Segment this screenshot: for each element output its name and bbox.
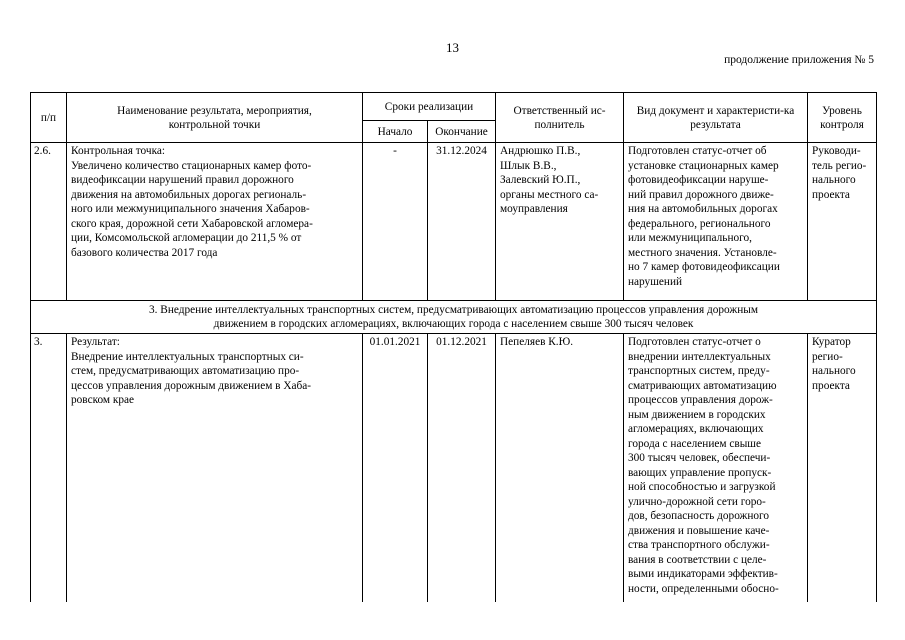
header-num: п/п xyxy=(31,93,67,143)
row-responsible: Пепеляев К.Ю. xyxy=(496,334,624,602)
row-doc: Подготовлен статус-отчет о внедрении интеллектуальных транспортных систем, преду- сматривающих автоматизацию процессов управления дорож- ным движением в городских агломерациях, включающих города с населением свыше 300 тысяч человек, обеспечи- вающих управление пропуск- ной способностью и загрузкой улично-дорожной сети горо- дов, безопасность дорожного движения и повышение каче- ства транспортного обслужи- вания в соответствии с целе- выми индикаторами эффектив- ности, определенными обосно- xyxy=(624,334,808,602)
header-start: Начало xyxy=(363,121,428,143)
row-num: 2.6. xyxy=(31,143,67,301)
header-doc-type: Вид документ и характеристи-ка результата xyxy=(624,93,808,143)
continuation-note: продолжение приложения № 5 xyxy=(724,54,874,66)
row-control: Куратор регио- нального проекта xyxy=(808,334,877,602)
row-end: 31.12.2024 xyxy=(428,143,496,301)
implementation-plan-table xyxy=(30,92,877,602)
header-name: Наименование результата, мероприятия, контрольной точки xyxy=(67,93,363,143)
section-title: 3. Внедрение интеллектуальных транспортных систем, предусматривающих автоматизацию процессов управления дорожным движением в городских агломерациях, включающих города с населением свыше 300 тысяч человек xyxy=(31,301,877,334)
row-name: Результат: Внедрение интеллектуальных транспортных си- стем, предусматривающих автоматизацию про- цессов управления дорожным движением в Хаба- ровском крае xyxy=(67,334,363,602)
row-num: 3. xyxy=(31,334,67,602)
row-responsible: Андрюшко П.В., Шлык В.В., Залевский Ю.П., органы местного са- моуправления xyxy=(496,143,624,301)
row-control: Руководи- тель регио- нального проекта xyxy=(808,143,877,301)
table-row xyxy=(31,334,877,602)
header-terms: Сроки реализации xyxy=(363,93,496,121)
row-end: 01.12.2021 xyxy=(428,334,496,602)
row-start: - xyxy=(363,143,428,301)
row-name: Контрольная точка: Увеличено количество стационарных камер фото- видеофиксации нарушений правил дорожного движения на автомобильных дорогах региональ- ного или межмуниципального значения Хабаров- ского края, дорожной сети Хабаровской агломера- ции, Комсомольской агломерации до 211,5 % от базового количества 2017 года xyxy=(67,143,363,301)
row-doc: Подготовлен статус-отчет об установке стационарных камер фотовидеофиксации наруше- ний правил дорожного движе- ния на автомобильных дорогах федерального, регионального или межмуниципального, местного значения. Установле- но 7 камер фотовидеофиксации нарушений xyxy=(624,143,808,301)
page-number: 13 xyxy=(446,40,459,55)
header-control: Уровень контроля xyxy=(808,93,877,143)
header-end: Окончание xyxy=(428,121,496,143)
row-start: 01.01.2021 xyxy=(363,334,428,602)
header-responsible: Ответственный ис-полнитель xyxy=(496,93,624,143)
section-row xyxy=(31,301,877,334)
table-row xyxy=(31,143,877,301)
